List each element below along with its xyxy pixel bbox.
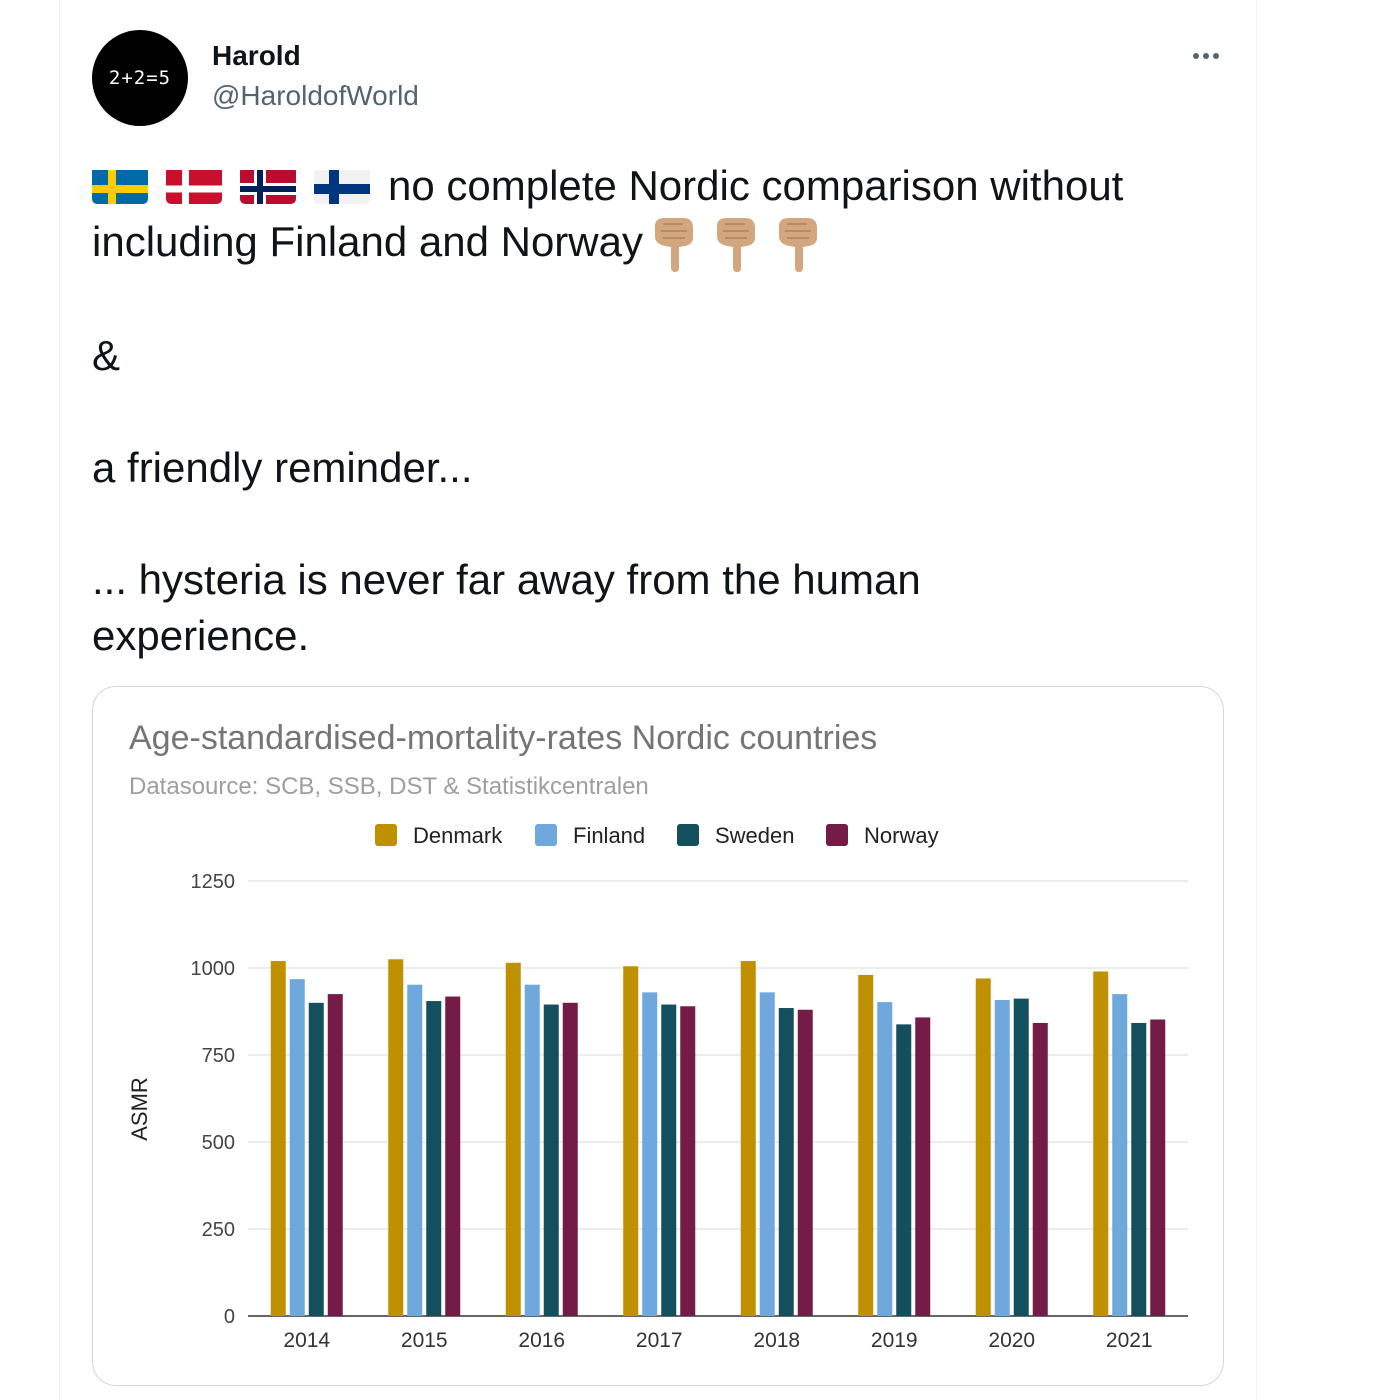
bar-finland-2020 xyxy=(995,1000,1010,1316)
bar-sweden-2019 xyxy=(896,1024,911,1316)
x-tick-label: 2019 xyxy=(870,1329,918,1352)
y-axis-label: ASMR xyxy=(127,1077,152,1141)
bar-denmark-2014 xyxy=(271,961,286,1316)
x-tick-label: 2020 xyxy=(988,1329,1036,1352)
flag-norway-icon xyxy=(240,166,296,204)
y-tick-label: 750 xyxy=(201,1045,235,1067)
x-tick-label: 2015 xyxy=(400,1329,448,1352)
tweet-reminder: a friendly reminder... xyxy=(92,444,473,491)
more-dot-icon xyxy=(1213,53,1219,59)
bar-finland-2019 xyxy=(877,1002,892,1316)
bar-denmark-2017 xyxy=(623,966,638,1316)
bar-norway-2014 xyxy=(328,994,343,1316)
legend-swatch-norway xyxy=(826,824,848,846)
bar-norway-2021 xyxy=(1150,1020,1165,1316)
bar-norway-2018 xyxy=(798,1010,813,1316)
timeline-right-border xyxy=(1256,0,1257,1400)
bar-denmark-2015 xyxy=(388,959,403,1316)
legend-swatch-denmark xyxy=(375,824,397,846)
y-tick-label: 1000 xyxy=(190,958,235,980)
y-tick-label: 500 xyxy=(201,1132,235,1154)
bar-finland-2015 xyxy=(407,985,422,1316)
flag-finland-icon xyxy=(314,166,370,204)
flag-denmark-icon xyxy=(166,166,222,204)
backhand-index-pointing-down-icon xyxy=(713,216,759,272)
author-display-name[interactable]: Harold xyxy=(212,40,301,71)
bar-norway-2015 xyxy=(445,997,460,1316)
more-dot-icon xyxy=(1203,53,1209,59)
x-tick-label: 2017 xyxy=(635,1329,683,1352)
bar-sweden-2021 xyxy=(1131,1023,1146,1316)
y-tick-label: 1250 xyxy=(190,871,235,893)
chart-subtitle: Datasource: SCB, SSB, DST & Statistikcentralen xyxy=(129,773,649,800)
legend-label-finland: Finland xyxy=(573,823,646,848)
tweet-closing: ... hysteria is never far away from the human experience. xyxy=(92,556,921,659)
bar-finland-2016 xyxy=(525,985,540,1316)
more-options-button[interactable] xyxy=(1184,40,1228,72)
bar-sweden-2020 xyxy=(1014,999,1029,1316)
y-tick-label: 250 xyxy=(201,1219,235,1241)
tweet-line-1 xyxy=(92,158,1232,272)
bar-sweden-2015 xyxy=(426,1001,441,1316)
x-tick-label: 2016 xyxy=(518,1329,566,1352)
bar-sweden-2014 xyxy=(309,1003,324,1316)
bar-norway-2020 xyxy=(1033,1023,1048,1316)
tweet-media-chart[interactable] xyxy=(92,686,1224,1386)
legend-swatch-sweden xyxy=(677,824,699,846)
avatar[interactable] xyxy=(92,30,188,126)
timeline-left-border xyxy=(59,0,60,1400)
backhand-index-pointing-down-icon xyxy=(775,216,821,272)
bar-denmark-2018 xyxy=(741,961,756,1316)
legend-label-denmark: Denmark xyxy=(413,823,503,848)
chart-title: Age-standardised-mortality-rates Nordic countries xyxy=(129,719,878,757)
bar-norway-2017 xyxy=(680,1006,695,1316)
bar-sweden-2017 xyxy=(661,1005,676,1316)
bar-sweden-2018 xyxy=(779,1008,794,1316)
tweet-ampersand: & xyxy=(92,332,121,379)
more-dot-icon xyxy=(1193,53,1199,59)
bar-denmark-2020 xyxy=(976,978,991,1316)
bar-denmark-2021 xyxy=(1093,971,1108,1316)
backhand-index-pointing-down-icon xyxy=(651,216,697,272)
legend-swatch-finland xyxy=(535,824,557,846)
x-tick-label: 2021 xyxy=(1105,1329,1153,1352)
avatar-text: 2+2=5 xyxy=(108,67,172,89)
legend-label-sweden: Sweden xyxy=(715,823,795,848)
tweet-text-line2: including Finland and Norway xyxy=(92,218,643,265)
x-tick-label: 2018 xyxy=(753,1329,801,1352)
bar-finland-2014 xyxy=(290,979,305,1316)
flag-sweden-icon xyxy=(92,166,148,204)
bar-chart xyxy=(93,687,1223,1385)
bar-norway-2016 xyxy=(563,1003,578,1316)
legend-label-norway: Norway xyxy=(864,823,939,848)
bar-denmark-2019 xyxy=(858,975,873,1316)
bar-finland-2017 xyxy=(642,992,657,1316)
tweet-text xyxy=(92,158,1232,664)
x-tick-label: 2014 xyxy=(283,1329,331,1352)
y-tick-label: 0 xyxy=(223,1306,235,1328)
bar-sweden-2016 xyxy=(544,1005,559,1316)
bar-denmark-2016 xyxy=(506,963,521,1316)
bar-norway-2019 xyxy=(915,1017,930,1316)
tweet-text-line1: no complete Nordic comparison without xyxy=(388,162,1124,209)
bar-finland-2018 xyxy=(760,992,775,1316)
author-handle[interactable]: @HaroldofWorld xyxy=(212,80,419,111)
bar-finland-2021 xyxy=(1112,994,1127,1316)
